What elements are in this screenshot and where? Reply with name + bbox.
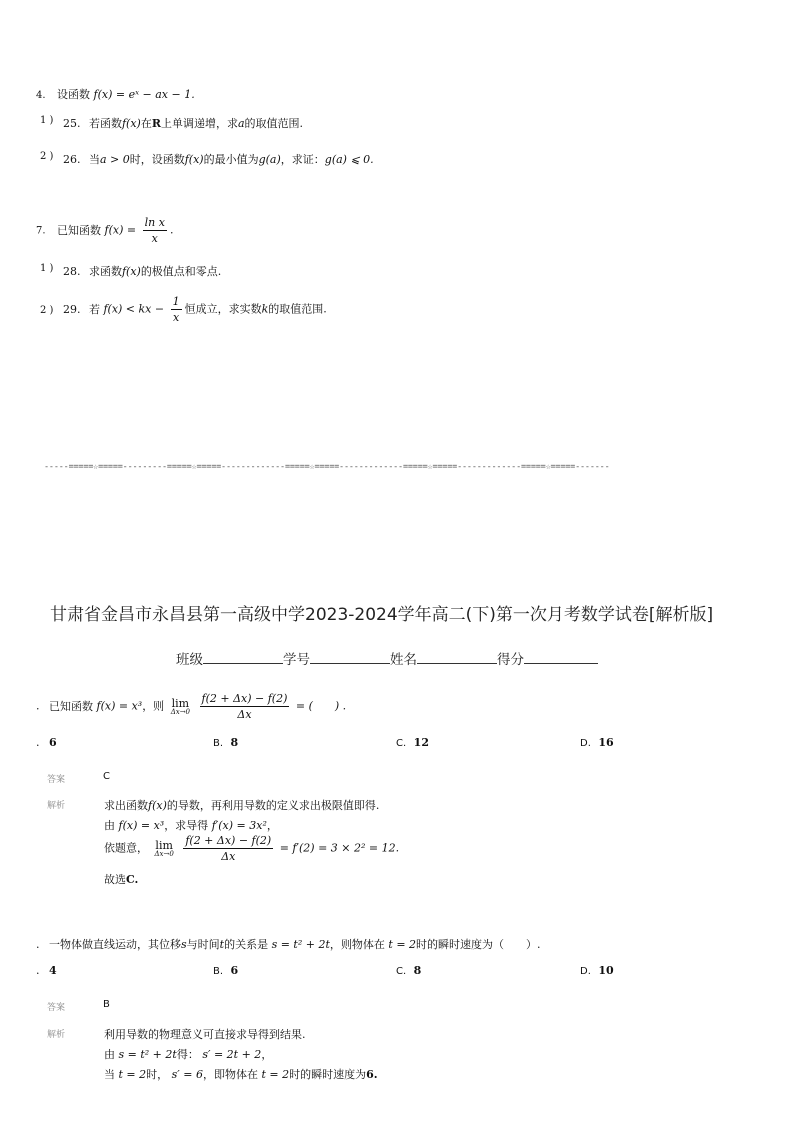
question-1-option-c: C. 12 [396, 736, 429, 749]
answer-label: 答案 [47, 1003, 66, 1013]
question-1-option-a: . 6 [36, 736, 57, 749]
id-blank[interactable] [310, 651, 390, 664]
id-label: 学号 [283, 652, 310, 668]
answer-value: C [103, 771, 110, 782]
question-4-stem: 4. 设函数 f(x) = eˣ − ax − 1. [36, 88, 195, 101]
fraction: $\frac{\text{ln x}}{x}$ [144, 216, 165, 245]
analysis-line: 故选C. [104, 873, 139, 886]
question-2-option-a: . 4 [36, 964, 57, 977]
analysis-line: 利用导数的物理意义可直接求导得到结果. [104, 1028, 306, 1041]
limit-operator: lim Δx→0 [154, 838, 174, 858]
question-1-option-b: B. 8 [213, 736, 239, 749]
student-info-fields [176, 648, 598, 668]
question-1-stem: . 已知函数 f(x) = x³，则 lim Δx→0 $\frac{f(2 + \Delta x) - f(2)}{\Delta x}$ = ( ) . [36, 692, 347, 721]
question-4-part-1: 1 ) 25. 若函数f(x)在R上单调递增，求a的取值范围. [40, 115, 304, 130]
fraction: $\frac{f(2 + \Delta x) - f(2)}{\Delta x}$ [201, 692, 288, 721]
name-blank[interactable] [417, 651, 497, 664]
question-7-part-1: 1 ) 28. 求函数f(x)的极值点和零点. [40, 263, 222, 278]
analysis-label: 解析 [47, 801, 66, 811]
analysis-line: 由 s = t² + 2t得： s′ = 2t + 2， [104, 1048, 273, 1061]
class-blank[interactable] [203, 651, 283, 664]
analysis-line: 依题意， lim Δx→0 $\frac{f(2 + \Delta x) - f(2)}{\Delta x}$ = f′(2) = 3 × 2² = 12. [104, 834, 400, 863]
question-4-part-2: 2 ) 26. 当a > 0时，设函数f(x)的最小值为g(a)，求证：g(a) ⩽ 0. [40, 151, 374, 166]
score-label: 得分 [497, 652, 524, 668]
answer-label: 答案 [47, 775, 66, 785]
class-label: 班级 [176, 652, 203, 668]
question-2-option-d: D. 10 [580, 964, 614, 977]
analysis-line: 由 f(x) = x³，求导得 f′(x) = 3x²， [104, 819, 278, 832]
score-blank[interactable] [524, 651, 598, 664]
fraction: $\frac{f(2 + \Delta x) - f(2)}{\Delta x}$ [185, 834, 272, 863]
question-7-part-2: 2 ) 29. 若 f(x) < kx − $\frac{1}{x}$ 恒成立，求实数k的取值范围. [40, 295, 327, 324]
fraction: $\frac{1}{x}$ [172, 295, 180, 324]
question-2-option-c: C. 8 [396, 964, 422, 977]
analysis-line: 求出函数f(x)的导数，再利用导数的定义求出极限值即得. [104, 799, 380, 812]
analysis-label: 解析 [47, 1030, 66, 1040]
question-1-option-d: D. 16 [580, 736, 614, 749]
question-2-option-b: B. 6 [213, 964, 239, 977]
analysis-line: 当 t = 2时， s′ = 6，即物体在 t = 2时的瞬时速度为6. [104, 1068, 378, 1081]
page-separator: -----=====☆=====---------=====☆=====-------------=====☆=====-------------=====☆=====-------------=====☆=====------- [44, 462, 610, 472]
limit-operator: lim Δx→0 [170, 696, 191, 716]
name-label: 姓名 [390, 652, 417, 668]
page-title: 甘肃省金昌市永昌县第一高级中学2023-2024学年高二(下)第一次月考数学试卷[解析版] [50, 605, 714, 625]
question-2-stem: . 一物体做直线运动，其位移s与时间t的关系是 s = t² + 2t，则物体在 t = 2时的瞬时速度为（ ）. [36, 938, 541, 951]
answer-value: B [103, 999, 110, 1010]
question-7-stem: 7. 已知函数 f(x) = $\frac{\text{ln x}}{x}$ . [36, 216, 174, 245]
